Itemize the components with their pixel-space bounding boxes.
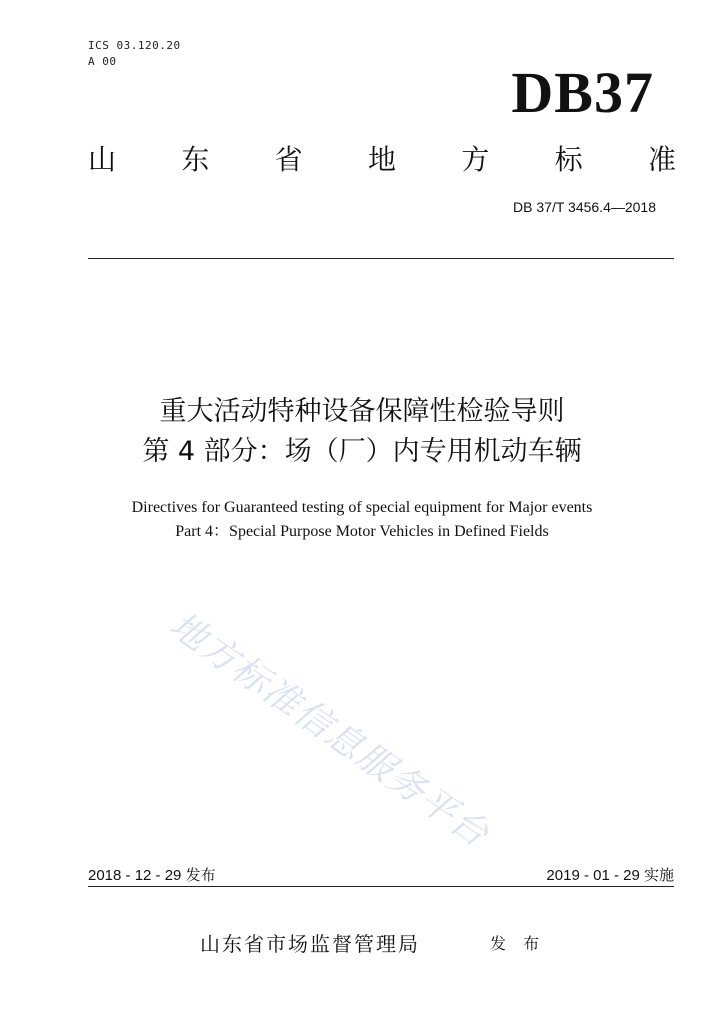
english-title: [62, 496, 662, 544]
standard-type-char: 东: [181, 143, 210, 176]
classification-codes: [88, 38, 181, 70]
standard-type: [88, 142, 676, 178]
english-title-line: Part 4：Special Purpose Motor Vehicles in Defined Fields: [175, 523, 549, 540]
english-title-line: Directives for Guaranteed testing of special equipment for Major events: [131, 499, 593, 516]
chinese-title: [62, 392, 662, 472]
publish-date: 2018 - 12 - 29 发布: [88, 867, 216, 884]
ics-code: ICS 03.120.20: [88, 39, 181, 52]
footer-divider: [88, 886, 674, 887]
issue-label: 发 布: [490, 934, 546, 953]
standard-type-char: 省: [274, 143, 303, 176]
standard-number: DB 37/T 3456.4—2018: [513, 199, 656, 215]
watermark: 地方标准信息服务平台: [161, 604, 497, 857]
standard-type-char: 方: [461, 143, 490, 176]
standard-type-char: 标: [554, 143, 583, 176]
standard-code: DB37: [511, 60, 654, 125]
standard-type-char: 准: [647, 143, 676, 176]
issuing-authority: 山东省市场监督管理局: [200, 932, 420, 956]
header-divider: [88, 258, 674, 259]
chinese-title-line: 第 4 部分：场（厂）内专用机动车辆: [142, 436, 582, 467]
standard-type-char: 山: [88, 143, 117, 176]
ccs-code: A 00: [88, 55, 117, 68]
standard-type-char: 地: [367, 143, 396, 176]
implement-date: 2019 - 01 - 29 实施: [546, 867, 674, 884]
chinese-title-line: 重大活动特种设备保障性检验导则: [159, 396, 565, 427]
